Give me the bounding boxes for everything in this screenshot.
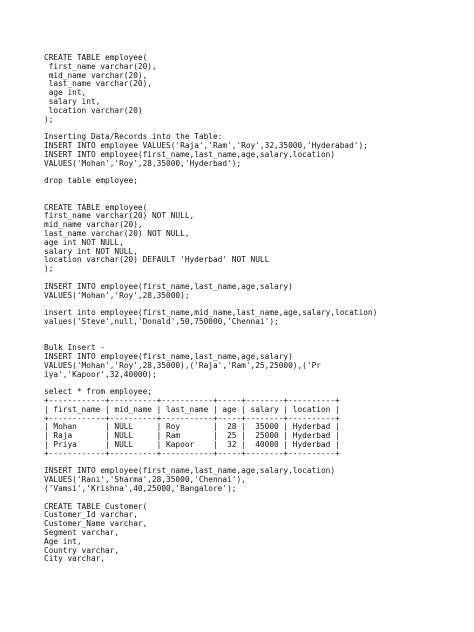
create-table-block-2 xyxy=(44,204,464,274)
code-line: INSERT INTO employee(first_name,last_name,age,salary) xyxy=(44,352,293,362)
code-line: iya','Kapoor',32,40000); xyxy=(44,369,157,379)
code-line: INSERT INTO employee VALUES('Raja','Ram','Roy',32,35000,'Hyderabad'); xyxy=(44,140,368,150)
document-page xyxy=(44,54,464,564)
code-line: VALUES('Mohan','Roy',28,35000); xyxy=(44,290,190,300)
code-line: INSERT INTO employee(first_name,last_name,age,salary) xyxy=(44,281,293,291)
code-line: Country varchar, xyxy=(44,545,120,555)
code-line: VALUES('Rani','Sharma',28,35000,'Chennai'), xyxy=(44,475,246,485)
code-line: Customer_Id varchar, xyxy=(44,510,138,520)
code-line: VALUES('Mohan','Roy',28,35000),('Raja','Ram',25,25000),('Pr xyxy=(44,360,321,370)
code-line: last_name varchar(20) NOT NULL, xyxy=(44,228,190,238)
code-line: Bulk Insert - xyxy=(44,343,106,353)
create-customer-block xyxy=(44,503,464,565)
code-line: CREATE TABLE employee( xyxy=(44,53,148,62)
code-line: location varchar(20) DEFAULT 'Hyderbad' NOT NULL xyxy=(44,255,270,265)
table-header-row: | first_name | mid_name | last_name | age | salary | location | xyxy=(44,404,340,414)
code-line: INSERT INTO employee(first_name,last_name,age,salary,location) xyxy=(44,466,336,476)
code-line: drop table employee; xyxy=(44,176,138,186)
bulk-insert-block xyxy=(44,344,464,379)
code-line: location varchar(20) xyxy=(44,105,143,115)
select-result-block xyxy=(44,388,464,458)
code-line: salary int, xyxy=(44,96,101,106)
code-line: City varchar, xyxy=(44,554,106,564)
code-line: values('Steve',null,'Donald',50,750000,'Chennai'); xyxy=(44,316,279,326)
code-line: ('Vamsi','Krishna',40,25000,'Bangalore'); xyxy=(44,484,237,494)
code-line: ); xyxy=(44,264,54,274)
code-line: mid_name varchar(20), xyxy=(44,220,143,230)
table-row: | Mohan | NULL | Roy | 28 | 35000 | Hyderbad | xyxy=(44,422,340,432)
create-table-block-1 xyxy=(44,54,464,124)
code-line: Inserting Data/Records into the Table: xyxy=(44,132,223,142)
drop-table-block xyxy=(44,177,464,186)
code-line: Age int, xyxy=(44,536,82,546)
code-line: CREATE TABLE Customer( xyxy=(44,501,148,511)
code-line: CREATE TABLE employee( xyxy=(44,202,148,212)
table-row: | Raja | NULL | Ram | 25 | 25000 | Hyderbad | xyxy=(44,431,340,441)
table-border-line: +------------+----------+-----------+-----+--------+----------+ xyxy=(44,396,340,406)
code-line: Segment varchar, xyxy=(44,528,120,538)
insert-partial-block xyxy=(44,283,464,301)
code-line: age int NOT NULL, xyxy=(44,237,124,247)
code-line: first_name varchar(20) NOT NULL, xyxy=(44,211,195,221)
code-line: VALUES('Mohan','Roy',28,35000,'Hyderbad'); xyxy=(44,158,242,168)
code-line: INSERT INTO employee(first_name,last_name,age,salary,location) xyxy=(44,149,336,159)
insert-multi-block xyxy=(44,467,464,493)
table-row: | Priya | NULL | Kapoor | 32 | 40000 | Hyderbad | xyxy=(44,440,340,450)
insert-null-block xyxy=(44,309,464,327)
code-line: Customer_Name varchar, xyxy=(44,519,148,529)
code-line: mid_name varchar(20), xyxy=(44,70,148,80)
table-border-line: +------------+----------+-----------+-----+--------+----------+ xyxy=(44,448,340,458)
code-line: age int, xyxy=(44,88,87,98)
insert-data-block xyxy=(44,133,464,168)
table-border-line: +------------+----------+-----------+-----+--------+----------+ xyxy=(44,413,340,423)
code-line: select * from employee; xyxy=(44,387,152,397)
code-line: ); xyxy=(44,114,54,124)
code-line: last_name varchar(20), xyxy=(44,79,152,89)
code-line: insert into employee(first_name,mid_name,last_name,age,salary,location) xyxy=(44,308,378,318)
code-line: first_name varchar(20), xyxy=(44,61,157,71)
code-line: salary int NOT NULL, xyxy=(44,246,138,256)
